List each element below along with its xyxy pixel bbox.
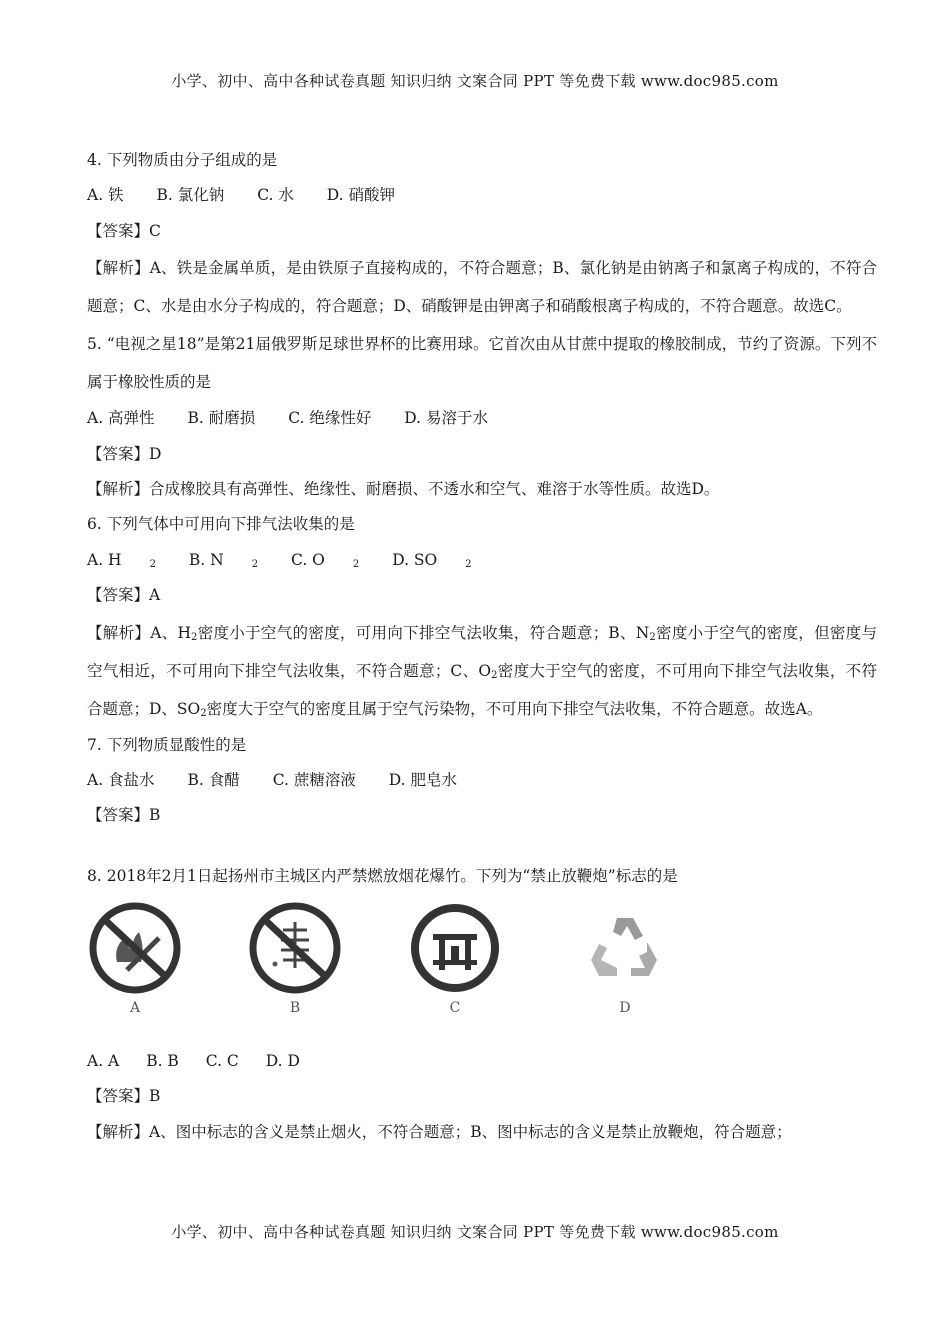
no-fire-sign-icon bbox=[87, 900, 183, 996]
q6-option-b: B. N $_2$ bbox=[188, 550, 259, 570]
q5-option-b: B. 耐磨损 bbox=[187, 409, 256, 428]
q8-analysis: 【解析】A、图中标志的含义是禁止烟火，不符合题意；B、图中标志的含义是禁止放鞭炮，符合题意； bbox=[87, 1122, 792, 1141]
emblem-sign-icon bbox=[407, 900, 503, 996]
sign-b bbox=[247, 900, 343, 1016]
page-footer: 小学、初中、高中各种试卷真题 知识归纳 文案合同 PPT 等免费下载 www.doc985.com bbox=[171, 1223, 779, 1241]
q6-stem: 6. 下列气体中可用向下排气法收集的是 bbox=[87, 515, 355, 534]
q4-stem: 4. 下列物质由分子组成的是 bbox=[87, 151, 278, 169]
q4-option-c: C. 水 bbox=[257, 186, 294, 205]
q8-answer: 【答案】B bbox=[87, 1087, 161, 1106]
q6-answer: 【答案】A bbox=[87, 586, 161, 605]
q8-option-c: C. C bbox=[205, 1052, 239, 1071]
q5-answer: 【答案】D bbox=[87, 444, 162, 463]
q7-option-a: A. 食盐水 bbox=[87, 770, 155, 789]
recycle-icon bbox=[577, 900, 673, 996]
sign-a bbox=[87, 900, 183, 1016]
q7-stem: 7. 下列物质显酸性的是 bbox=[87, 735, 247, 754]
sign-a-label: A bbox=[129, 1000, 141, 1017]
q5-option-d: D. 易溶于水 bbox=[404, 409, 489, 428]
q8-sign-images bbox=[87, 894, 877, 1044]
document-body bbox=[87, 143, 877, 1150]
q4-answer: 【答案】C bbox=[87, 221, 161, 240]
sign-c-label: C bbox=[449, 1000, 461, 1017]
q7-option-b: B. 食醋 bbox=[187, 770, 240, 789]
q6-analysis: 【解析】A、$H_2$密度小于空气的密度，可用向下排空气法收集，符合题意；B、$N_2$密度小于空气的密度，但密度与空气相近，不可用向下排空气法收集，不符合题意；C、$O_2$密度大于空气的密度，不可用向下排空气法收集，不符合题意；D、$SO_2$密度大于空气的密度且属于空气污染物，不可用向下排空气法收集，不符合题意。故选A。 bbox=[87, 623, 877, 719]
q6-options bbox=[87, 543, 877, 578]
page-header: 小学、初中、高中各种试卷真题 知识归纳 文案合同 PPT 等免费下载 www.doc985.com bbox=[171, 72, 779, 90]
q5-stem: 5. “电视之星18”是第21届俄罗斯足球世界杯的比赛用球。它首次由从甘蔗中提取的橡胶制成，节约了资源。下列不属于橡胶性质的是 bbox=[87, 335, 877, 392]
q7-answer: 【答案】B bbox=[87, 806, 161, 825]
sign-b-label: B bbox=[289, 1000, 301, 1017]
q4-option-d: D. 硝酸钾 bbox=[326, 186, 396, 205]
q6-option-c: C. O $_2$ bbox=[291, 550, 360, 570]
q7-option-c: C. 蔗糖溶液 bbox=[272, 770, 356, 789]
q6-option-a: A. H $_2$ bbox=[87, 550, 156, 570]
q6-option-d: D. SO $_2$ bbox=[392, 550, 472, 570]
q7-options bbox=[87, 763, 877, 798]
q8-option-d: D. D bbox=[265, 1052, 300, 1071]
q5-analysis: 【解析】合成橡胶具有高弹性、绝缘性、耐磨损、不透水和空气、难溶于水等性质。故选D。 bbox=[87, 479, 720, 498]
sign-d bbox=[577, 900, 673, 1016]
q4-options bbox=[87, 178, 877, 213]
q8-option-a: A. A bbox=[87, 1052, 120, 1071]
q7-option-d: D. 肥皂水 bbox=[388, 770, 458, 789]
q5-option-a: A. 高弹性 bbox=[87, 409, 155, 428]
sign-c bbox=[407, 900, 503, 1016]
q8-options bbox=[87, 1044, 877, 1079]
spacer bbox=[87, 834, 877, 859]
sign-d-label: D bbox=[619, 1000, 631, 1017]
q8-stem: 8. 2018年2月1日起扬州市主城区内严禁燃放烟花爆竹。下列为“禁止放鞭炮”标志的是 bbox=[87, 866, 678, 885]
q5-options bbox=[87, 401, 877, 436]
q4-analysis: 【解析】A、铁是金属单质，是由铁原子直接构成的，不符合题意；B、氯化钠是由钠离子和氯离子构成的，不符合题意；C、水是由水分子构成的，符合题意；D、硝酸钾是由钾离子和硝酸根离子构成的，不符合题意。故选C。 bbox=[87, 259, 877, 316]
q8-option-b: B. B bbox=[146, 1052, 179, 1071]
q5-option-c: C. 绝缘性好 bbox=[288, 409, 372, 428]
q4-option-b: B. 氯化钠 bbox=[156, 186, 225, 205]
q4-option-a: A. 铁 bbox=[87, 186, 124, 205]
no-firecracker-sign-icon bbox=[247, 900, 343, 996]
